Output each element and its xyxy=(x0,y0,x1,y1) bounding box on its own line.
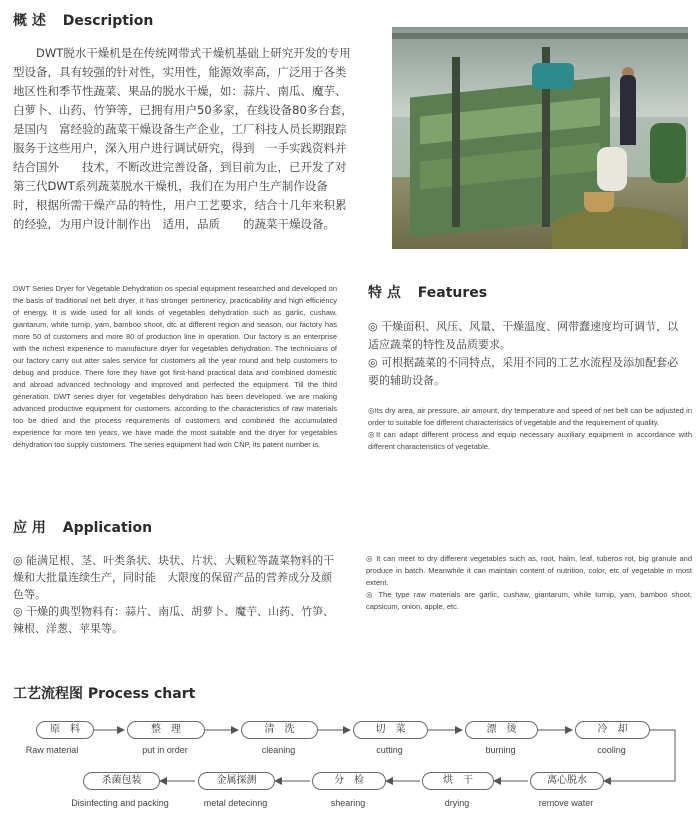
description-cn-line: 型设备，具有较强的针对性，实用性，能源效率高，广泛用于各类 xyxy=(13,65,347,79)
step-remove-water-en: remove water xyxy=(538,798,594,808)
process-chart-title: 工艺流程图 Process chart xyxy=(13,686,196,702)
features-en-item: ◎Its dry area, air pressure, air amount, dry temperature and speed of net belt can be adjusted in order to suitable foe different characteristics of vegetable and the requirement of quality. xyxy=(368,406,692,427)
application-cn-line: ◎ 能满足根、茎、叶类条状、块状、片状、大颗粒等蔬菜物料的干 xyxy=(13,554,335,567)
step-cleaning: 清 洗 xyxy=(241,721,318,739)
description-cn-line: 结合国外 技术，不断改进完善设备，到目前为止，已开发了对 xyxy=(13,160,347,174)
description-heading-cn: 概 述 xyxy=(13,13,46,29)
step-burning: 漂 烫 xyxy=(465,721,538,739)
features-cn-line: ◎ 干燥面积、风压、风量、干燥温度、网带蠢速度均可调节，以 xyxy=(368,320,679,333)
step-burning-en: burning xyxy=(485,745,516,755)
features-heading-cn: 特 点 xyxy=(368,285,401,301)
description-cn-line: 时，根据所需干燥产品的特性，用户工艺要求，结合十几年来积累 xyxy=(13,198,347,212)
description-en-text: DWT Series Dryer for Vegetable Dehydration os special equipment researched and developed on the basis of traditional net belt dryer, it has stronger pertinency, practicability and high efficiency of energy. It is wide used for all kinds of vegetables dehydration such as garlic, cushaw, giantarum, white turnip, yam, bamboo shoot, dtc at different region and season, our factory has more 50 of customers and more 80 of production line in operation. Our factory is an enterprise with the richest experience to manufacture dryer for vegetables dehydration. The technicians of our factory carry out atter sales service for customers all the year round and help customers to debug and produce. There fore they have got first-hand practical data and combined domestic and abroad advanced technology and improved and perfected the equipment. Till the third generation. DWT series dryer for vegetables dehydration has been developed. we are making advanced productive equipment for customers. according to the characteristics of raw materials too be dried and the process requirements of customers and combined the accumulated experience for more ten years, we have made the most suitable and the dryer for vegetables dehydration too supply customers. The series equipment had won CNP, its patent number is. xyxy=(13,284,337,449)
step-cutting: 切 菜 xyxy=(353,721,428,739)
step-drying: 烘 干 xyxy=(422,772,494,790)
description-heading-en: Description xyxy=(62,13,154,29)
step-raw-material: 原 料 xyxy=(36,721,94,739)
application-en-item: ◎ It can meet to dry different vegetables such as, root, halm, leaf, tuberos rot, big granule and produce in batch. Meanwhile it can maintain content of nutrition, color, etc of vegetable in most extent. xyxy=(366,554,692,587)
application-en-item: ◎ The type raw materials are garlic, cushaw, giantarum, while turnip, yam, bamboo shoot, capsicum, onion, apple, etc. xyxy=(366,590,692,611)
step-shearing: 分 检 xyxy=(312,772,386,790)
features-cn-line: 要的辅助设备。 xyxy=(368,374,445,387)
features-cn-line: ◎ 可根据蔬菜的不同特点，采用不同的工艺水流程及添加配套必 xyxy=(368,356,679,369)
application-cn-line: 辣根、洋葱、苹果等。 xyxy=(13,622,123,635)
features-cn-line: 适应蔬菜的特性及品质要求。 xyxy=(368,338,511,351)
step-cutting-en: cutting xyxy=(376,745,403,755)
step-cleaning-en: cleaning xyxy=(261,745,296,755)
description-cn-line: 是国内 富经验的蔬菜干燥设备生产企业，工厂科技人员长期跟踪 xyxy=(13,122,347,136)
description-cn-line: 的经验，为用户设计制作出 适用，品质 的蔬菜干燥设备。 xyxy=(13,217,335,231)
description-cn-line: 服务于这些用户，深入用户进行调试研究，得到 一手实践资料并 xyxy=(13,141,347,155)
application-cn-line: 色等。 xyxy=(13,588,46,601)
step-metal-detecting-en: metal detecinng xyxy=(203,798,268,808)
step-put-in-order-en: put in order xyxy=(142,745,188,755)
application-cn-line: 燥和大批量连续生产，同时能 大限度的保留产品的营养成分及颜 xyxy=(13,571,332,584)
description-cn-line: 地区性和季节性蔬菜、果品的脱水干燥，如：蒜片、南瓜、魔芋、 xyxy=(13,84,347,98)
step-drying-en: drying xyxy=(444,798,470,808)
step-disinfecting-packing-en: Disinfecting and packing xyxy=(71,798,169,808)
description-cn-line: 白萝卜、山药、竹笋等，已拥有用户50多家，在线设备80多台套， xyxy=(13,103,353,117)
features-heading-en: Features xyxy=(417,285,488,301)
step-disinfecting-packing: 杀菌包装 xyxy=(83,772,160,790)
step-shearing-en: shearing xyxy=(330,798,366,808)
features-en-item: ◎It can adapt different process and equip necessary auxiliary equipment in accordance with different characteristics of vegetable. xyxy=(368,430,692,451)
application-heading-cn: 应 用 xyxy=(13,520,46,536)
step-put-in-order: 整 理 xyxy=(127,721,205,739)
application-heading-en: Application xyxy=(62,520,153,536)
step-cooling-en: cooling xyxy=(597,745,626,755)
step-raw-material-en: Raw material xyxy=(25,745,79,755)
step-remove-water: 离心脱水 xyxy=(530,772,604,790)
description-cn-line: 第三代DWT系列蔬菜脱水干燥机，我们在为用户生产制作设备 xyxy=(13,179,328,193)
step-metal-detecting: 金属探测 xyxy=(198,772,275,790)
step-cooling: 冷 却 xyxy=(575,721,650,739)
application-cn-line: ◎ 干燥的典型物料有：蒜片、南瓜、胡萝卜、魔芋、山药、竹笋、 xyxy=(13,605,335,618)
description-cn-line: DWT脱水干燥机是在传统网带式干燥机基础上研究开发的专用 xyxy=(13,46,351,60)
